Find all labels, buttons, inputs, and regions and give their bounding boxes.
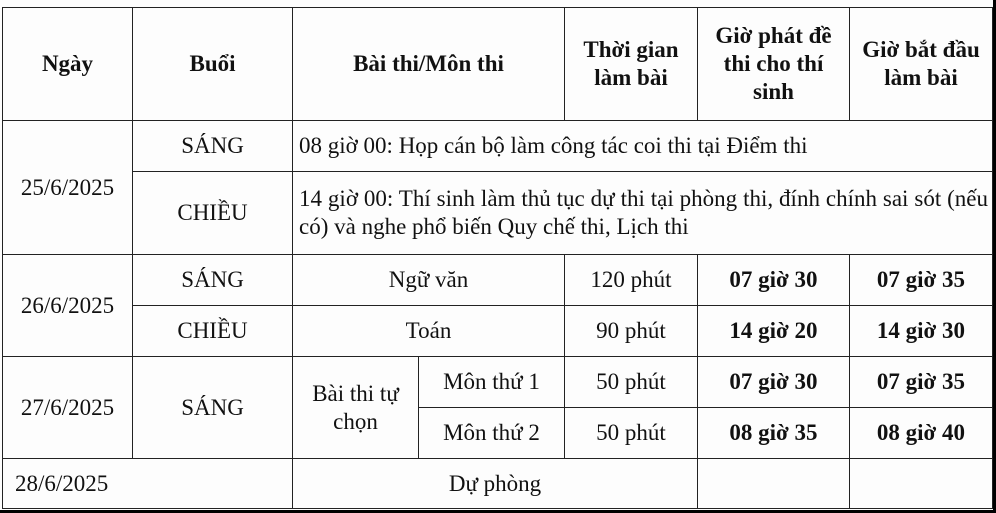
session-cell: CHIỀU	[133, 306, 293, 357]
date-cell: 25/6/2025	[3, 121, 133, 255]
table-row	[3, 459, 993, 509]
start-time-cell: 07 giờ 35	[850, 357, 993, 408]
activity-cell: 08 giờ 00: Họp cán bộ làm công tác coi thi tại Điểm thi	[293, 121, 993, 172]
distribution-time-cell: 07 giờ 30	[698, 357, 850, 408]
table-row	[3, 306, 993, 357]
activity-cell: 14 giờ 00: Thí sinh làm thủ tục dự thi tại phòng thi, đính chính sai sót (nếu có) và nghe phổ biến Quy chế thi, Lịch thi	[293, 172, 993, 255]
header-ngay: Ngày	[3, 8, 133, 121]
subject-cell: Toán	[293, 306, 565, 357]
date-cell: 27/6/2025	[3, 357, 133, 459]
table-row	[3, 172, 993, 255]
header-gio-bat-dau: Giờ bắt đầu làm bài	[850, 8, 993, 121]
table-row	[3, 121, 993, 172]
session-cell: SÁNG	[133, 357, 293, 459]
start-time-cell: 14 giờ 30	[850, 306, 993, 357]
duration-cell: 90 phút	[565, 306, 698, 357]
duration-cell: 50 phút	[565, 357, 698, 408]
table-row	[3, 357, 993, 408]
start-time-cell: 08 giờ 40	[850, 408, 993, 459]
header-thoi-gian: Thời gian làm bài	[565, 8, 698, 121]
date-cell: 26/6/2025	[3, 255, 133, 357]
distribution-time-cell: 08 giờ 35	[698, 408, 850, 459]
header-bai-thi: Bài thi/Môn thi	[293, 8, 565, 121]
table-row	[3, 255, 993, 306]
reserve-cell: Dự phòng	[293, 459, 698, 509]
distribution-time-cell: 07 giờ 30	[698, 255, 850, 306]
empty-cell	[850, 459, 993, 509]
header-gio-phat-de: Giờ phát đề thi cho thí sinh	[698, 8, 850, 121]
start-time-cell: 07 giờ 35	[850, 255, 993, 306]
session-cell: SÁNG	[133, 255, 293, 306]
duration-cell: 120 phút	[565, 255, 698, 306]
header-buoi: Buổi	[133, 8, 293, 121]
session-cell: CHIỀU	[133, 172, 293, 255]
header-row	[3, 8, 993, 121]
date-cell: 28/6/2025	[3, 459, 293, 509]
session-cell: SÁNG	[133, 121, 293, 172]
exam-schedule-table	[2, 7, 993, 509]
empty-cell	[698, 459, 850, 509]
subject-cell: Ngữ văn	[293, 255, 565, 306]
duration-cell: 50 phút	[565, 408, 698, 459]
elective-group-cell: Bài thi tự chọn	[293, 357, 419, 459]
subject-cell: Môn thứ 2	[419, 408, 565, 459]
subject-cell: Môn thứ 1	[419, 357, 565, 408]
distribution-time-cell: 14 giờ 20	[698, 306, 850, 357]
